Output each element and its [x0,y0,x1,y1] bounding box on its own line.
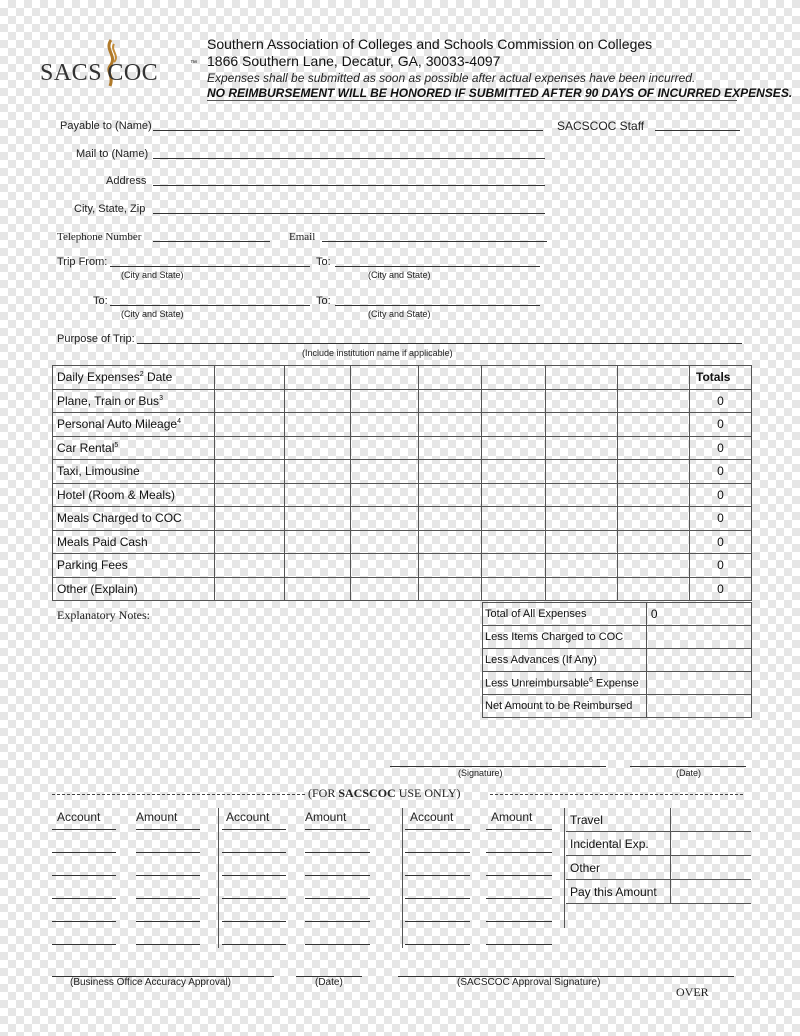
org-address: 1866 Southern Lane, Decatur, GA, 30033-4097 [207,53,501,69]
date-cell[interactable] [482,366,546,390]
trip-to-hint: (City and State) [368,270,431,280]
date-cell[interactable] [546,366,618,390]
trip-to-label: To: [316,256,331,268]
expense-cell[interactable] [350,460,418,484]
account-line[interactable] [305,829,370,830]
less-unreimbursable-label: Less Unreimbursable$^6$ Expense [483,672,647,695]
expense-cell[interactable] [214,436,284,460]
sacscoc-logo [40,38,200,98]
date-cell[interactable] [284,366,350,390]
trip-to-field[interactable] [335,266,540,267]
account-line[interactable] [486,921,552,922]
staff-field[interactable] [655,130,740,131]
return-to-label: To: [316,295,331,307]
expense-cell[interactable] [482,530,546,554]
pay-amount-label: Pay this Amount [566,880,670,904]
account-line[interactable] [486,875,552,876]
incidental-value[interactable] [670,832,751,856]
expense-cell[interactable] [284,577,350,601]
table-row [53,389,752,413]
account-line[interactable] [52,898,116,899]
total-all-label: Total of All Expenses [483,603,647,626]
expense-cell[interactable] [482,413,546,437]
account-line[interactable] [405,852,470,853]
business-approval-label: (Business Office Accuracy Approval) [70,977,231,988]
expense-cell[interactable] [214,483,284,507]
payable-to-label: Payable to (Name) [60,120,152,132]
office-divider-right [490,794,743,795]
account-line[interactable] [222,944,286,945]
other-value[interactable] [670,856,751,880]
expense-cell[interactable] [350,483,418,507]
expense-total: 0 [690,577,752,601]
purpose-field[interactable] [137,343,742,344]
return-from-hint: (City and State) [121,309,184,319]
expense-cell[interactable] [284,436,350,460]
signature-field[interactable] [390,766,606,767]
account-line[interactable] [52,829,116,830]
account-line[interactable] [52,921,116,922]
expense-cell[interactable] [284,413,350,437]
expense-cell[interactable] [546,436,618,460]
expense-total: 0 [690,389,752,413]
account-line[interactable] [305,898,370,899]
trip-from-field[interactable] [110,266,310,267]
expense-cell[interactable] [618,460,690,484]
purpose-label: Purpose of Trip: [57,333,135,345]
expense-cell[interactable] [418,460,482,484]
date-cell[interactable] [618,366,690,390]
expense-cell[interactable] [618,389,690,413]
logo-text: SACS COC [40,60,159,86]
account-line[interactable] [136,921,200,922]
table-row [53,460,752,484]
expense-cell[interactable] [482,577,546,601]
org-name: Southern Association of Colleges and Schools Commission on Colleges [207,36,653,52]
table-row [483,626,752,649]
table-row [53,413,752,437]
submission-note: Expenses shall be submitted as soon as possible after actual expenses have been incurred. [207,71,696,85]
trademark-mark: ™ [190,60,197,67]
account-line[interactable] [52,875,116,876]
expense-cell[interactable] [418,554,482,578]
expense-cell[interactable] [214,389,284,413]
daily-expenses-table [52,365,752,601]
account-line[interactable] [222,829,286,830]
expense-cell[interactable] [284,483,350,507]
city-state-zip-field[interactable] [153,213,545,214]
return-to-field[interactable] [335,305,540,306]
travel-value[interactable] [670,808,751,832]
expense-cell[interactable] [214,530,284,554]
table-row [566,832,751,856]
expense-total: 0 [690,460,752,484]
date-cell[interactable] [214,366,284,390]
expense-cell[interactable] [546,507,618,531]
account-line[interactable] [405,875,470,876]
expense-cell[interactable] [284,507,350,531]
mail-to-field[interactable] [153,158,545,159]
expense-cell[interactable] [546,483,618,507]
payment-summary-table [566,808,751,904]
expense-label: Personal Auto Mileage$^4$ [53,413,215,437]
expense-cell[interactable] [418,413,482,437]
expense-label: Other (Explain) [53,577,215,601]
expense-cell[interactable] [350,577,418,601]
expense-cell[interactable] [546,554,618,578]
account-line[interactable] [405,898,470,899]
return-to-hint: (City and State) [368,309,431,319]
email-label: Email [289,231,316,243]
amount-header: Amount [136,810,178,824]
reimbursement-warning: NO REIMBURSEMENT WILL BE HONORED IF SUBMITTED AFTER 90 DAYS OF INCURRED EXPENSES. [207,86,793,100]
payable-to-field[interactable] [153,130,543,131]
expense-cell[interactable] [284,554,350,578]
explanatory-notes-label: Explanatory Notes: [57,608,150,622]
table-row [483,672,752,695]
expense-cell[interactable] [350,530,418,554]
incidental-label: Incidental Exp. [566,832,670,856]
expense-total: 0 [690,507,752,531]
account-line[interactable] [305,921,370,922]
less-advances-label: Less Advances (If Any) [483,649,647,672]
table-row [53,507,752,531]
purpose-hint: (Include institution name if applicable) [302,348,453,358]
account-line[interactable] [136,898,200,899]
summary-table [482,602,752,718]
table-row [53,554,752,578]
table-row [566,856,751,880]
account-line[interactable] [405,944,470,945]
trip-from-label: Trip From: [57,256,108,268]
expense-cell[interactable] [418,577,482,601]
table-row [53,483,752,507]
account-line[interactable] [222,875,286,876]
expense-cell[interactable] [618,577,690,601]
expense-cell[interactable] [618,413,690,437]
less-items-label: Less Items Charged to COC [483,626,647,649]
expense-label: Meals Paid Cash [53,530,215,554]
expense-cell[interactable] [482,460,546,484]
expense-cell[interactable] [350,413,418,437]
daily-expenses-header: Daily Expenses$^2$ Date [53,366,215,390]
expense-total: 0 [690,483,752,507]
expense-cell[interactable] [546,460,618,484]
grid-divider [218,808,219,948]
table-row [53,577,752,601]
expense-cell[interactable] [482,389,546,413]
less-advances-value[interactable] [646,649,751,672]
approval-signature-label: (SACSCOC Approval Signature) [457,977,601,988]
expense-cell[interactable] [546,530,618,554]
business-date-label: (Date) [315,977,343,988]
expense-cell[interactable] [546,413,618,437]
expense-label: Hotel (Room & Meals) [53,483,215,507]
expense-label: Car Rental$^5$ [53,436,215,460]
other-label: Other [566,856,670,880]
staff-label: SACSCOC Staff [557,119,645,133]
expense-cell[interactable] [214,507,284,531]
expense-cell[interactable] [482,436,546,460]
expense-cell[interactable] [350,436,418,460]
amount-header: Amount [305,810,347,824]
expense-cell[interactable] [418,436,482,460]
expense-cell[interactable] [214,554,284,578]
expense-label: Taxi, Limousine [53,460,215,484]
expense-label: Parking Fees [53,554,215,578]
account-line[interactable] [222,921,286,922]
net-amount-label: Net Amount to be Reimbursed [483,695,647,718]
signature-label: (Signature) [458,768,503,778]
expense-label: Plane, Train or Bus$^3$ [53,389,215,413]
expense-cell[interactable] [618,483,690,507]
expense-cell[interactable] [214,577,284,601]
table-row [53,436,752,460]
account-header: Account [57,810,101,824]
expense-total: 0 [690,554,752,578]
address-field[interactable] [153,185,545,186]
expense-cell[interactable] [546,577,618,601]
return-from-label: To: [93,295,108,307]
account-line[interactable] [222,852,286,853]
header-divider [207,100,737,101]
less-items-value[interactable] [646,626,751,649]
account-header: Account [410,810,454,824]
telephone-field[interactable] [153,241,270,242]
email-field[interactable] [322,241,547,242]
table-row [483,649,752,672]
mail-to-label: Mail to (Name) [76,148,149,160]
grid-divider [564,808,565,928]
account-line[interactable] [486,852,552,853]
expense-cell[interactable] [284,460,350,484]
expense-total: 0 [690,436,752,460]
account-line[interactable] [52,944,116,945]
account-line[interactable] [486,829,552,830]
office-use-banner: (FOR SACSCOC USE ONLY) [308,786,461,800]
office-divider-left [52,794,305,795]
expense-cell[interactable] [482,554,546,578]
travel-label: Travel [566,808,670,832]
expense-cell[interactable] [350,507,418,531]
expense-cell[interactable] [418,530,482,554]
amount-header: Amount [491,810,533,824]
trip-from-hint: (City and State) [121,270,184,280]
table-row [53,530,752,554]
date-cell[interactable] [350,366,418,390]
expense-total: 0 [690,530,752,554]
account-line[interactable] [305,875,370,876]
account-line[interactable] [486,898,552,899]
expense-label: Meals Charged to COC [53,507,215,531]
expense-cell[interactable] [214,413,284,437]
account-line[interactable] [305,944,370,945]
account-line[interactable] [222,898,286,899]
table-header-row [53,366,752,390]
expense-total: 0 [690,413,752,437]
expense-cell[interactable] [418,507,482,531]
table-row [483,695,752,718]
table-row [566,808,751,832]
table-row [483,603,752,626]
expense-cell[interactable] [214,460,284,484]
expense-cell[interactable] [618,554,690,578]
signature-date-field[interactable] [630,766,746,767]
expense-cell[interactable] [618,507,690,531]
account-line[interactable] [52,852,116,853]
account-line[interactable] [136,829,200,830]
account-header: Account [226,810,270,824]
telephone-label: Telephone Number [57,231,142,243]
expense-cell[interactable] [482,483,546,507]
grid-divider [402,808,403,948]
expense-cell[interactable] [418,389,482,413]
account-line[interactable] [305,852,370,853]
signature-date-label: (Date) [676,768,702,778]
date-cell[interactable] [418,366,482,390]
totals-header: Totals [690,366,752,390]
account-line[interactable] [136,875,200,876]
account-line[interactable] [405,829,470,830]
expense-cell[interactable] [618,436,690,460]
expense-cell[interactable] [284,389,350,413]
total-all-value[interactable]: 0 [646,603,751,626]
account-line[interactable] [405,921,470,922]
return-from-field[interactable] [110,305,310,306]
account-line[interactable] [136,852,200,853]
pay-amount-value[interactable] [670,880,751,904]
expense-cell[interactable] [284,530,350,554]
account-line[interactable] [486,944,552,945]
account-line[interactable] [136,944,200,945]
expense-cell[interactable] [482,507,546,531]
expense-cell[interactable] [350,389,418,413]
net-amount-value[interactable] [646,695,751,718]
expense-cell[interactable] [350,554,418,578]
expense-cell[interactable] [418,483,482,507]
expense-cell[interactable] [618,530,690,554]
over-label: OVER [676,985,709,999]
table-row [566,880,751,904]
city-state-zip-label: City, State, Zip [74,203,146,215]
less-unreimbursable-value[interactable] [646,672,751,695]
expense-cell[interactable] [546,389,618,413]
address-label: Address [106,175,147,187]
